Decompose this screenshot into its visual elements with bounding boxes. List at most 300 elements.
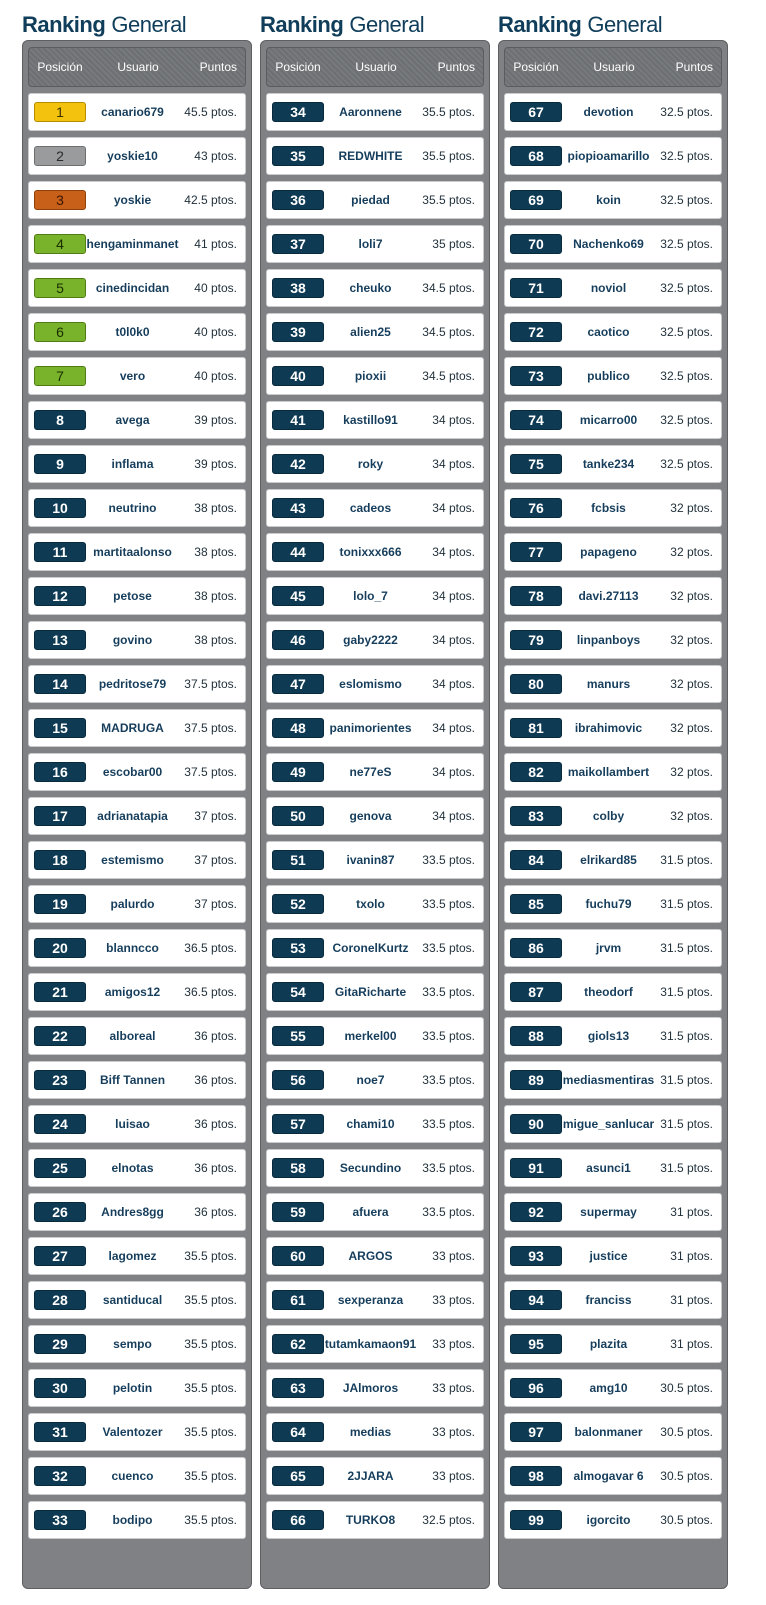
username-link[interactable]: martitaalonso <box>93 545 172 559</box>
rank-badge: 62 <box>272 1334 324 1354</box>
ranking-row[interactable] <box>504 797 722 835</box>
username-link[interactable]: lagomez <box>108 1249 157 1263</box>
points-value: 34 ptos. <box>432 677 475 691</box>
username-link[interactable]: supermay <box>580 1205 637 1219</box>
ranking-row[interactable] <box>28 1369 246 1407</box>
username-link[interactable]: devotion <box>583 105 634 119</box>
points-value: 34 ptos. <box>432 589 475 603</box>
ranking-row[interactable] <box>28 753 246 791</box>
ranking-row[interactable] <box>28 489 246 527</box>
username-link[interactable]: cheuko <box>349 281 392 295</box>
ranking-row[interactable] <box>266 1413 484 1451</box>
points-value: 32 ptos. <box>670 545 713 559</box>
points-value: 36 ptos. <box>194 1073 237 1087</box>
ranking-row[interactable] <box>504 489 722 527</box>
ranking-row[interactable] <box>266 137 484 175</box>
points-value: 36.5 ptos. <box>184 985 237 999</box>
points-value: 33.5 ptos. <box>422 853 475 867</box>
ranking-row[interactable] <box>266 445 484 483</box>
ranking-row[interactable] <box>28 973 246 1011</box>
points-value: 34 ptos. <box>432 413 475 427</box>
username-link[interactable]: merkel00 <box>344 1029 397 1043</box>
username-link[interactable]: plazita <box>589 1337 628 1351</box>
points-value: 32.5 ptos. <box>660 105 713 119</box>
ranking-row[interactable] <box>504 1017 722 1055</box>
username-link[interactable]: migue_sanlucar <box>562 1117 655 1131</box>
username-link[interactable]: jrvm <box>595 941 622 955</box>
username-link[interactable]: Aaronnene <box>339 105 402 119</box>
ranking-row[interactable] <box>28 269 246 307</box>
rank-badge: 80 <box>510 674 562 694</box>
username-link[interactable]: palurdo <box>110 897 155 911</box>
ranking-row[interactable] <box>266 269 484 307</box>
points-value: 38 ptos. <box>194 545 237 559</box>
rank-badge: 11 <box>34 542 86 562</box>
username-link[interactable]: gaby2222 <box>343 633 398 647</box>
username-link[interactable]: sexperanza <box>337 1293 404 1307</box>
username-link[interactable]: ivanin87 <box>346 853 395 867</box>
username-link[interactable]: cadeos <box>349 501 392 515</box>
ranking-row[interactable] <box>504 709 722 747</box>
points-value: 39 ptos. <box>194 457 237 471</box>
ranking-row[interactable] <box>266 753 484 791</box>
points-value: 32.5 ptos. <box>660 149 713 163</box>
ranking-row[interactable] <box>266 797 484 835</box>
username-link[interactable]: maikollambert <box>567 765 650 779</box>
username-link[interactable]: noviol <box>590 281 627 295</box>
username-link[interactable]: tonixxx666 <box>339 545 402 559</box>
rank-badge: 2 <box>34 146 86 166</box>
username-link[interactable]: JAlmoros <box>342 1381 399 1395</box>
ranking-row[interactable] <box>266 1149 484 1187</box>
rank-badge: 71 <box>510 278 562 298</box>
ranking-rows <box>504 93 722 1545</box>
points-value: 32.5 ptos. <box>660 237 713 251</box>
points-value: 33 ptos. <box>432 1381 475 1395</box>
username-link[interactable]: tutamkamaon91 <box>324 1337 417 1351</box>
points-value: 37.5 ptos. <box>184 721 237 735</box>
username-link[interactable]: lolo_7 <box>353 589 388 603</box>
username-link[interactable]: Valentozer <box>102 1425 163 1439</box>
rank-badge: 73 <box>510 366 562 386</box>
points-value: 35 ptos. <box>432 237 475 251</box>
ranking-row[interactable] <box>504 1369 722 1407</box>
ranking-row[interactable] <box>504 1149 722 1187</box>
username-link[interactable]: elrikard85 <box>580 853 637 867</box>
points-value: 34.5 ptos. <box>422 281 475 295</box>
username-link[interactable]: micarro00 <box>579 413 638 427</box>
username-link[interactable]: ARGOS <box>348 1249 393 1263</box>
rank-badge: 98 <box>510 1466 562 1486</box>
rank-badge: 45 <box>272 586 324 606</box>
username-link[interactable]: yoskie <box>113 193 152 207</box>
points-value: 32.5 ptos. <box>660 457 713 471</box>
points-value: 32 ptos. <box>670 765 713 779</box>
username-link[interactable]: tanke234 <box>582 457 635 471</box>
points-value: 32.5 ptos. <box>422 1513 475 1527</box>
ranking-row[interactable] <box>28 1017 246 1055</box>
ranking-row[interactable] <box>504 929 722 967</box>
username-link[interactable]: roky <box>357 457 384 471</box>
points-value: 33.5 ptos. <box>422 1161 475 1175</box>
ranking-row[interactable] <box>266 885 484 923</box>
ranking-row[interactable] <box>266 621 484 659</box>
username-link[interactable]: avega <box>115 413 150 427</box>
ranking-row[interactable] <box>504 445 722 483</box>
username-link[interactable]: Andres8gg <box>101 1205 164 1219</box>
rank-badge: 5 <box>34 278 86 298</box>
ranking-row[interactable] <box>504 401 722 439</box>
username-link[interactable]: santiducal <box>102 1293 163 1307</box>
ranking-row[interactable] <box>266 533 484 571</box>
ranking-row[interactable] <box>504 1061 722 1099</box>
ranking-row[interactable] <box>266 489 484 527</box>
rank-badge: 63 <box>272 1378 324 1398</box>
points-value: 30.5 ptos. <box>660 1469 713 1483</box>
username-link[interactable]: GitaRicharte <box>334 985 407 999</box>
username-link[interactable]: piopioamarillo <box>567 149 650 163</box>
username-link[interactable]: yoskie10 <box>107 149 158 163</box>
username-link[interactable]: caotico <box>587 325 630 339</box>
username-link[interactable]: neutrino <box>108 501 157 515</box>
points-value: 32.5 ptos. <box>660 369 713 383</box>
username-link[interactable]: t0l0k0 <box>115 325 150 339</box>
rank-badge: 93 <box>510 1246 562 1266</box>
points-value: 40 ptos. <box>194 281 237 295</box>
ranking-row[interactable] <box>28 1105 246 1143</box>
username-link[interactable]: MADRUGA <box>101 721 164 735</box>
ranking-row[interactable] <box>504 181 722 219</box>
username-link[interactable]: balonmaner <box>574 1425 643 1439</box>
rank-badge: 66 <box>272 1510 324 1530</box>
points-value: 34 ptos. <box>432 809 475 823</box>
username-link[interactable]: blanncco <box>106 941 159 955</box>
username-link[interactable]: genova <box>349 809 392 823</box>
ranking-row[interactable] <box>504 93 722 131</box>
points-value: 31 ptos. <box>670 1337 713 1351</box>
ranking-row[interactable] <box>266 1501 484 1539</box>
ranking-row[interactable] <box>504 357 722 395</box>
username-link[interactable]: pioxii <box>354 369 387 383</box>
username-link[interactable]: koin <box>596 193 621 207</box>
ranking-row[interactable] <box>504 225 722 263</box>
rank-badge: 32 <box>34 1466 86 1486</box>
points-value: 40 ptos. <box>194 325 237 339</box>
username-link[interactable]: kastillo91 <box>343 413 398 427</box>
ranking-row[interactable] <box>504 1325 722 1363</box>
ranking-row[interactable] <box>28 621 246 659</box>
username-link[interactable]: luisao <box>115 1117 150 1131</box>
rank-badge: 69 <box>510 190 562 210</box>
ranking-row[interactable] <box>28 885 246 923</box>
username-link[interactable]: noe7 <box>356 1073 385 1087</box>
username-link[interactable]: amg10 <box>589 1381 628 1395</box>
ranking-row[interactable] <box>504 841 722 879</box>
username-link[interactable]: fuchu79 <box>585 897 632 911</box>
username-link[interactable]: igorcito <box>586 1513 631 1527</box>
rank-badge: 31 <box>34 1422 86 1442</box>
rank-badge: 82 <box>510 762 562 782</box>
ranking-row[interactable] <box>28 709 246 747</box>
username-link[interactable]: asunci1 <box>586 1161 631 1175</box>
username-link[interactable]: giols13 <box>587 1029 630 1043</box>
ranking-row[interactable] <box>28 1457 246 1495</box>
username-link[interactable]: manurs <box>586 677 631 691</box>
ranking-row[interactable] <box>266 93 484 131</box>
ranking-row[interactable] <box>504 973 722 1011</box>
rank-badge: 6 <box>34 322 86 342</box>
ranking-row[interactable] <box>28 225 246 263</box>
ranking-row[interactable] <box>28 1281 246 1319</box>
username-link[interactable]: pedritose79 <box>98 677 167 691</box>
ranking-row[interactable] <box>266 929 484 967</box>
ranking-row[interactable] <box>28 93 246 131</box>
username-link[interactable]: fcbsis <box>591 501 626 515</box>
ranking-row[interactable] <box>504 577 722 615</box>
username-link[interactable]: medias <box>349 1425 392 1439</box>
points-value: 35.5 ptos. <box>184 1293 237 1307</box>
rank-badge: 34 <box>272 102 324 122</box>
ranking-row[interactable] <box>504 665 722 703</box>
username-link[interactable]: govino <box>112 633 153 647</box>
username-link[interactable]: justice <box>589 1249 628 1263</box>
username-link[interactable]: hengaminmanet <box>86 237 179 251</box>
ranking-row[interactable] <box>266 1237 484 1275</box>
ranking-row[interactable] <box>266 1193 484 1231</box>
ranking-row[interactable] <box>504 1501 722 1539</box>
ranking-row[interactable] <box>266 1061 484 1099</box>
username-link[interactable]: ne77eS <box>349 765 392 779</box>
rank-badge: 38 <box>272 278 324 298</box>
ranking-row[interactable] <box>28 313 246 351</box>
ranking-row[interactable] <box>28 577 246 615</box>
points-value: 30.5 ptos. <box>660 1513 713 1527</box>
username-link[interactable]: sempo <box>113 1337 152 1351</box>
username-link[interactable]: almogavar 6 <box>573 1469 644 1483</box>
username-link[interactable]: ibrahimovic <box>574 721 643 735</box>
ranking-row[interactable] <box>266 1325 484 1363</box>
ranking-row[interactable] <box>504 269 722 307</box>
username-link[interactable]: 2JJARA <box>347 1469 394 1483</box>
ranking-row[interactable] <box>28 181 246 219</box>
points-value: 33 ptos. <box>432 1425 475 1439</box>
rank-badge: 96 <box>510 1378 562 1398</box>
username-link[interactable]: linpanboys <box>576 633 641 647</box>
ranking-row[interactable] <box>504 1281 722 1319</box>
ranking-row[interactable] <box>266 1017 484 1055</box>
ranking-row[interactable] <box>266 1369 484 1407</box>
rank-badge: 23 <box>34 1070 86 1090</box>
ranking-row[interactable] <box>266 709 484 747</box>
ranking-row[interactable] <box>28 841 246 879</box>
header-position: Posición <box>37 60 83 74</box>
ranking-title <box>260 0 490 40</box>
ranking-row[interactable] <box>266 225 484 263</box>
rank-badge: 58 <box>272 1158 324 1178</box>
username-link[interactable]: chami10 <box>346 1117 395 1131</box>
points-value: 31.5 ptos. <box>660 1029 713 1043</box>
rank-badge: 65 <box>272 1466 324 1486</box>
ranking-row[interactable] <box>266 1457 484 1495</box>
ranking-row[interactable] <box>266 401 484 439</box>
ranking-panel <box>22 40 252 1589</box>
rank-badge: 37 <box>272 234 324 254</box>
ranking-title <box>498 0 728 40</box>
rank-badge: 64 <box>272 1422 324 1442</box>
rank-badge: 84 <box>510 850 562 870</box>
username-link[interactable]: cinedincidan <box>95 281 170 295</box>
ranking-row[interactable] <box>266 1105 484 1143</box>
ranking-row[interactable] <box>504 885 722 923</box>
ranking-row[interactable] <box>28 1325 246 1363</box>
ranking-row[interactable] <box>28 533 246 571</box>
points-value: 35.5 ptos. <box>422 149 475 163</box>
username-link[interactable]: inflama <box>111 457 154 471</box>
ranking-row[interactable] <box>28 797 246 835</box>
username-link[interactable]: vero <box>119 369 146 383</box>
username-link[interactable]: alien25 <box>350 325 391 339</box>
username-link[interactable]: davi.27113 <box>578 589 639 603</box>
ranking-row[interactable] <box>28 357 246 395</box>
points-value: 34 ptos. <box>432 721 475 735</box>
ranking-row[interactable] <box>28 1413 246 1451</box>
points-value: 31.5 ptos. <box>660 985 713 999</box>
ranking-row[interactable] <box>266 665 484 703</box>
points-value: 37 ptos. <box>194 809 237 823</box>
rank-badge: 81 <box>510 718 562 738</box>
ranking-row[interactable] <box>504 1413 722 1451</box>
rank-badge: 36 <box>272 190 324 210</box>
points-value: 31.5 ptos. <box>660 1073 713 1087</box>
ranking-row[interactable] <box>28 1061 246 1099</box>
points-value: 35.5 ptos. <box>184 1469 237 1483</box>
rank-badge: 19 <box>34 894 86 914</box>
rank-badge: 57 <box>272 1114 324 1134</box>
username-link[interactable]: Secundino <box>339 1161 402 1175</box>
rank-badge: 27 <box>34 1246 86 1266</box>
ranking-row[interactable] <box>266 313 484 351</box>
ranking-row[interactable] <box>504 1237 722 1275</box>
username-link[interactable]: txolo <box>356 897 385 911</box>
ranking-row[interactable] <box>28 137 246 175</box>
rank-badge: 79 <box>510 630 562 650</box>
ranking-row[interactable] <box>28 1501 246 1539</box>
rank-badge: 70 <box>510 234 562 254</box>
rank-badge: 14 <box>34 674 86 694</box>
points-value: 32 ptos. <box>670 633 713 647</box>
points-value: 31 ptos. <box>670 1249 713 1263</box>
ranking-title <box>22 0 252 40</box>
username-link[interactable]: cuenco <box>111 1469 154 1483</box>
ranking-row[interactable] <box>266 1281 484 1319</box>
username-link[interactable]: piedad <box>351 193 390 207</box>
username-link[interactable]: bodipo <box>112 1513 153 1527</box>
rank-badge: 55 <box>272 1026 324 1046</box>
ranking-row[interactable] <box>266 577 484 615</box>
username-link[interactable]: theodorf <box>584 985 633 999</box>
rank-badge: 54 <box>272 982 324 1002</box>
username-link[interactable]: elnotas <box>111 1161 154 1175</box>
username-link[interactable]: pelotin <box>112 1381 153 1395</box>
rank-badge: 9 <box>34 454 86 474</box>
username-link[interactable]: loli7 <box>358 237 383 251</box>
ranking-row[interactable] <box>266 841 484 879</box>
username-link[interactable]: afuera <box>352 1205 389 1219</box>
points-value: 38 ptos. <box>194 589 237 603</box>
points-value: 45.5 ptos. <box>184 105 237 119</box>
rank-badge: 4 <box>34 234 86 254</box>
username-link[interactable]: mediasmentiras <box>562 1073 655 1087</box>
points-value: 31.5 ptos. <box>660 897 713 911</box>
username-link[interactable]: CoronelKurtz <box>332 941 409 955</box>
username-link[interactable]: papageno <box>580 545 637 559</box>
ranking-row[interactable] <box>504 533 722 571</box>
ranking-panel <box>260 40 490 1589</box>
ranking-title-light: General <box>587 12 663 37</box>
username-link[interactable]: eslomismo <box>339 677 402 691</box>
username-link[interactable]: Biff Tannen <box>99 1073 166 1087</box>
ranking-row[interactable] <box>28 401 246 439</box>
ranking-row[interactable] <box>504 753 722 791</box>
username-link[interactable]: Nachenko69 <box>573 237 644 251</box>
username-link[interactable]: canario679 <box>101 105 164 119</box>
points-value: 32.5 ptos. <box>660 193 713 207</box>
ranking-row[interactable] <box>28 445 246 483</box>
username-link[interactable]: petose <box>113 589 152 603</box>
username-link[interactable]: estemismo <box>101 853 164 867</box>
username-link[interactable]: amigos12 <box>104 985 161 999</box>
username-link[interactable]: colby <box>592 809 625 823</box>
username-link[interactable]: franciss <box>585 1293 632 1307</box>
ranking-row[interactable] <box>28 929 246 967</box>
ranking-row[interactable] <box>504 1457 722 1495</box>
username-link[interactable]: adrianatapia <box>97 809 168 823</box>
rank-badge: 29 <box>34 1334 86 1354</box>
ranking-row[interactable] <box>28 1193 246 1231</box>
ranking-row[interactable] <box>266 181 484 219</box>
points-value: 41 ptos. <box>194 237 237 251</box>
username-link[interactable]: alboreal <box>109 1029 156 1043</box>
ranking-row[interactable] <box>504 313 722 351</box>
username-link[interactable]: TURKO8 <box>345 1513 396 1527</box>
ranking-row[interactable] <box>28 1237 246 1275</box>
username-link[interactable]: REDWHITE <box>338 149 403 163</box>
rank-badge: 49 <box>272 762 324 782</box>
rank-badge: 39 <box>272 322 324 342</box>
points-value: 32 ptos. <box>670 721 713 735</box>
rank-badge: 97 <box>510 1422 562 1442</box>
ranking-row[interactable] <box>266 357 484 395</box>
ranking-row[interactable] <box>266 973 484 1011</box>
ranking-row[interactable] <box>504 1105 722 1143</box>
ranking-row[interactable] <box>504 1193 722 1231</box>
rank-badge: 8 <box>34 410 86 430</box>
rank-badge: 99 <box>510 1510 562 1530</box>
username-link[interactable]: publico <box>587 369 630 383</box>
rank-badge: 76 <box>510 498 562 518</box>
points-value: 31 ptos. <box>670 1205 713 1219</box>
username-link[interactable]: panimorientes <box>329 721 412 735</box>
points-value: 36 ptos. <box>194 1205 237 1219</box>
ranking-title-light: General <box>111 12 187 37</box>
ranking-row[interactable] <box>504 621 722 659</box>
ranking-row[interactable] <box>28 1149 246 1187</box>
username-link[interactable]: escobar00 <box>102 765 163 779</box>
points-value: 31.5 ptos. <box>660 1117 713 1131</box>
ranking-row[interactable] <box>504 137 722 175</box>
points-value: 34 ptos. <box>432 633 475 647</box>
ranking-row[interactable] <box>28 665 246 703</box>
